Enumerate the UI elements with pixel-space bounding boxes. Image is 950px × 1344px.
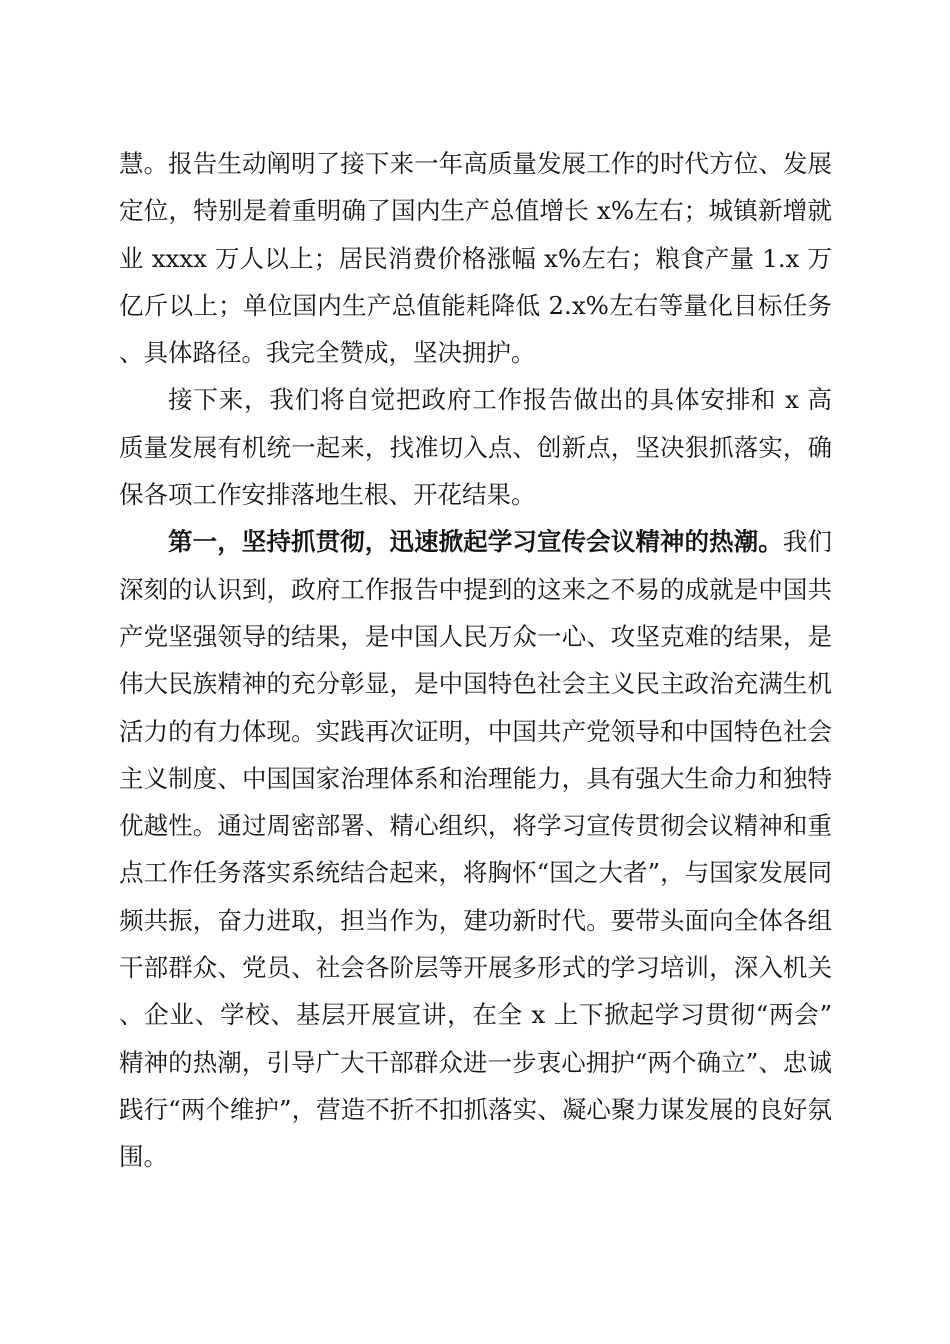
paragraph-text: 接下来，我们将自觉把政府工作报告做出的具体安排和 x 高质量发展有机统一起来，找准切入点、创新点，坚决狠抓落实，确保各项工作安排落地生根、开花结果。	[119, 385, 832, 510]
paragraph-report-summary	[119, 140, 832, 376]
paragraph-next-steps	[119, 376, 832, 518]
paragraph-first-point	[119, 518, 832, 1180]
paragraph-text: 慧。报告生动阐明了接下来一年高质量发展工作的时代方位、发展定位，特别是着重明确了国内生产总值增长 x%左右；城镇新增就业 xxxx 万人以上；居民消费价格涨幅 x%左右；粮食产量 1.x 万亿斤以上；单位国内生产总值能耗降低 2.x%左右等量化目标任务、具体路径。我完全赞成，坚决拥护。	[119, 149, 832, 368]
paragraph-heading: 第一，坚持抓贯彻，迅速掀起学习宣传会议精神的热潮。	[168, 527, 783, 557]
paragraph-text: 我们深刻的认识到，政府工作报告中提到的这来之不易的成就是中国共产党坚强领导的结果，是中国人民万众一心、攻坚克难的结果，是伟大民族精神的充分彰显，是中国特色社会主义民主政治充满生机活力的有力体现。实践再次证明，中国共产党领导和中国特色社会主义制度、中国国家治理体系和治理能力，具有强大生命力和独特优越性。通过周密部署、精心组织，将学习宣传贯彻会议精神和重点工作任务落实系统结合起来，将胸怀“国之大者”，与国家发展同频共振，奋力进取，担当作为，建功新时代。要带头面向全体各组干部群众、党员、社会各阶层等开展多形式的学习培训，深入机关、企业、学校、基层开展宣讲，在全 x 上下掀起学习贯彻“两会”精神的热潮，引导广大干部群众进一步衷心拥护“两个确立”、忠诚践行“两个维护”，营造不折不扣抓落实、凝心聚力谋发展的良好氛围。	[119, 527, 833, 1172]
document-body	[119, 140, 832, 1181]
